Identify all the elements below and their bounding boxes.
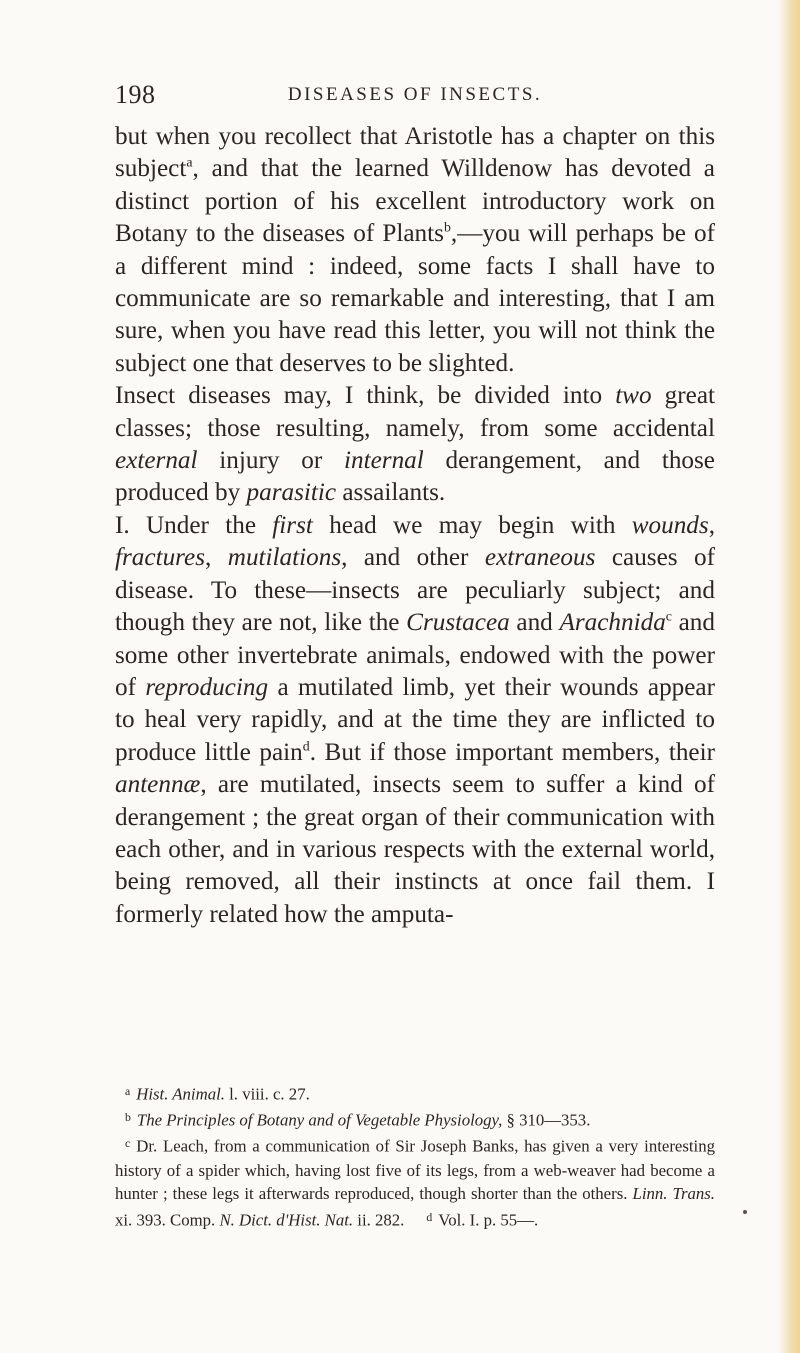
- page-header: [115, 80, 715, 120]
- body-text: [115, 121, 715, 931]
- paragraph-1: but when you recollect that Aristotle has a chapter on this subject$^a$, and that the learned Willdenow has devoted a distinct portion of his excellent introductory work on Botany to the diseases of Plants$^b$,—you will perhaps be of a different mind : indeed, some facts I shall have to communicate are so remarkable and interesting, that I am sure, when you have read this letter, you will not think the subject one that deserves to be slighted.: [115, 123, 716, 377]
- footnote-d: Vol. I. p. 55—.: [438, 1210, 539, 1230]
- page-edge-shading: [778, 0, 800, 1353]
- print-speck: [743, 1210, 747, 1214]
- footnote-ref-d[interactable]: d: [302, 738, 310, 754]
- footnote-ref-c[interactable]: c: [665, 608, 672, 624]
- page-number: 198: [115, 80, 156, 109]
- footnote-ref-b[interactable]: b: [443, 219, 451, 235]
- footnote-c: $^c$ Dr. Leach, from a communication of Sir Joseph Banks, has given a very interesting history of a spider which, having lost five of its legs, from a web-weaver had become a hunter ; these legs it afterwards reproduced, though shorter than the others. Linn. Trans. xi. 393. Comp. N. Dict. d'Hist. Nat. ii. 282. $^d$ Vol. I. p. 55—.: [115, 1137, 715, 1230]
- footnote-d-mark: d: [426, 1210, 433, 1224]
- running-head: DISEASES OF INSECTS.: [287, 84, 543, 105]
- footnote-a: $^a$ Hist. Animal. l. viii. c. 27.: [125, 1084, 310, 1104]
- footnote-ref-a[interactable]: a: [186, 154, 193, 170]
- paragraph-2: Insect diseases may, I think, be divided into two great classes; those resulting, namely, from some accidental external injury or internal derangement, and those produced by parasitic assailants.: [115, 382, 715, 507]
- footnotes: [115, 1080, 715, 1232]
- footnote-b: $^b$ The Principles of Botany and of Vegetable Physiology, § 310—353.: [125, 1110, 591, 1130]
- paragraph-3: I. Under the first head we may begin with wounds, fractures, mutilations, and other extraneous causes of disease. To these—insects are peculiarly subject; and though they are not, like the Crustacea and Arachnida$^c$ and some other invertebrate animals, endowed with the power of reproducing a mutilated limb, yet their wounds appear to heal very rapidly, and at the time they are inflicted to produce little pain$^d$. But if those important members, their antennæ, are mutilated, insects seem to suffer a kind of derangement ; the great organ of their communication with each other, and in various respects with the external world, being removed, all their instincts at once fail them. I formerly related how the amputa-: [115, 511, 716, 928]
